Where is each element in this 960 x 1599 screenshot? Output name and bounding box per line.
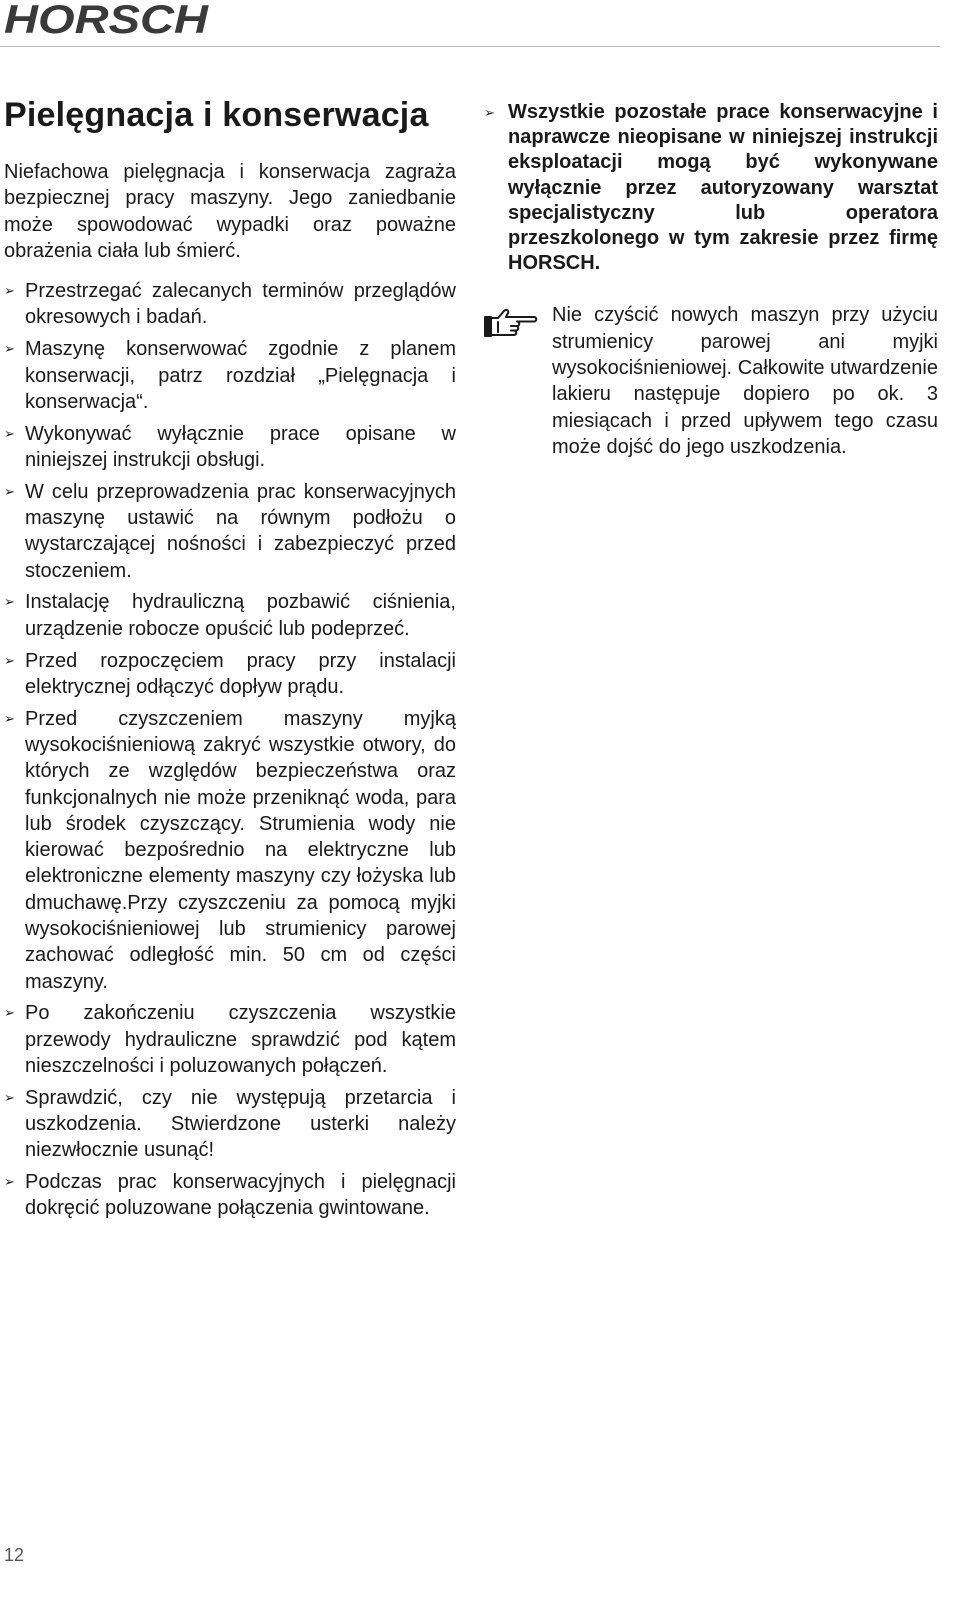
list-item-text: W celu przeprowadzenia prac konserwacyjnych maszynę ustawić na równym podłożu o wystarczającej nośności i zabezpieczyć przed stoczeniem. [25,480,456,582]
list-item-text: Instalację hydrauliczną pozbawić ciśnienia, urządzenie robocze opuścić lub podeprzeć. [25,591,456,640]
maintenance-list [4,278,456,1222]
cleaning-note [484,302,938,460]
intro-paragraph: Niefachowa pielęgnacja i konserwacja zagraża bezpiecznej pracy maszyny. Jego zaniedbanie może spowodować wypadki oraz poważne obrażenia ciała lub śmierć. [4,161,456,262]
list-item [4,706,456,995]
workshop-warning-text: Wszystkie pozostałe prace konserwacyjne i naprawcze nieopisane w niniejszej instrukcji eksploatacji mogą być wykonywane wyłącznie przez autoryzowany warsztat specjalistyczny lub operatora przeszkolonego w tym zakresie przez firmę HORSCH. [508,101,938,275]
workshop-warning [484,100,938,276]
list-item-text: Sprawdzić, czy nie występują przetarcia i uszkodzenia. Stwierdzone usterki należy niezwłocznie usunąć! [25,1086,456,1162]
arrow-bullet-icon: ➢ [4,1089,15,1105]
right-column [484,100,938,460]
list-item-text: Wykonywać wyłącznie prace opisane w niniejszej instrukcji obsługi. [25,422,456,471]
page-title: Pielęgnacja i konserwacja [4,96,429,134]
arrow-bullet-icon: ➢ [4,652,15,668]
left-column [4,159,456,1227]
list-item-text: Podczas prac konserwacyjnych i pielęgnacji dokręcić poluzowane połączenia gwintowane. [25,1171,456,1220]
page-number: 12 [4,1545,25,1565]
list-item [4,479,456,584]
arrow-bullet-icon: ➢ [4,425,15,441]
arrow-bullet-icon: ➢ [484,105,495,120]
arrow-bullet-icon: ➢ [4,594,15,610]
cleaning-note-text: Nie czyścić nowych maszyn przy użyciu strumienicy parowej ani myjki wysokociśnieniowej. Całkowite utwardzenie lakieru następuje dopiero po ok. 3 miesiącach i przed upływem tego czasu może dojść do jego uszkodzenia. [552,304,938,458]
list-item [4,278,456,331]
list-item [4,1085,456,1164]
list-item [4,648,456,701]
arrow-bullet-icon: ➢ [4,341,15,357]
list-item-text: Przed czyszczeniem maszyny myjką wysokociśnieniową zakryć wszystkie otwory, do których ze względów bezpieczeństwa oraz funkcjonalnych nie może przeniknąć woda, para lub środek czyszczący. Strumienia wody nie kierować bezpośrednio na elektryczne lub elektroniczne elementy maszyny czy łożyska lub dmuchawę.Przy czyszczeniu za pomocą myjki wysokociśnieniowej lub strumienicy parowej zachować odległość min. 50 cm od części maszyny. [25,707,456,993]
pointing-hand-icon [484,306,538,338]
horsch-logo [4,2,210,36]
list-item [4,1000,456,1079]
list-item [4,1169,456,1222]
list-item-text: Przed rozpoczęciem pracy przy instalacji elektrycznej odłączyć dopływ prądu. [25,649,456,698]
list-item [4,589,456,642]
arrow-bullet-icon: ➢ [4,1005,15,1021]
arrow-bullet-icon: ➢ [4,283,15,299]
list-item [4,336,456,415]
arrow-bullet-icon: ➢ [4,1174,15,1190]
list-item-text: Przestrzegać zalecanych terminów przeglądów okresowych i badań. [25,280,456,329]
list-item [4,421,456,474]
header-divider [0,46,940,47]
logo-text: HORSCH [4,2,210,36]
arrow-bullet-icon: ➢ [4,710,15,726]
arrow-bullet-icon: ➢ [4,483,15,499]
list-item-text: Po zakończeniu czyszczenia wszystkie przewody hydrauliczne sprawdzić pod kątem nieszczelności i poluzowanych połączeń. [25,1002,456,1077]
list-item-text: Maszynę konserwować zgodnie z planem konserwacji, patrz rozdział „Pielęgnacja i konserwacja“. [25,338,456,413]
